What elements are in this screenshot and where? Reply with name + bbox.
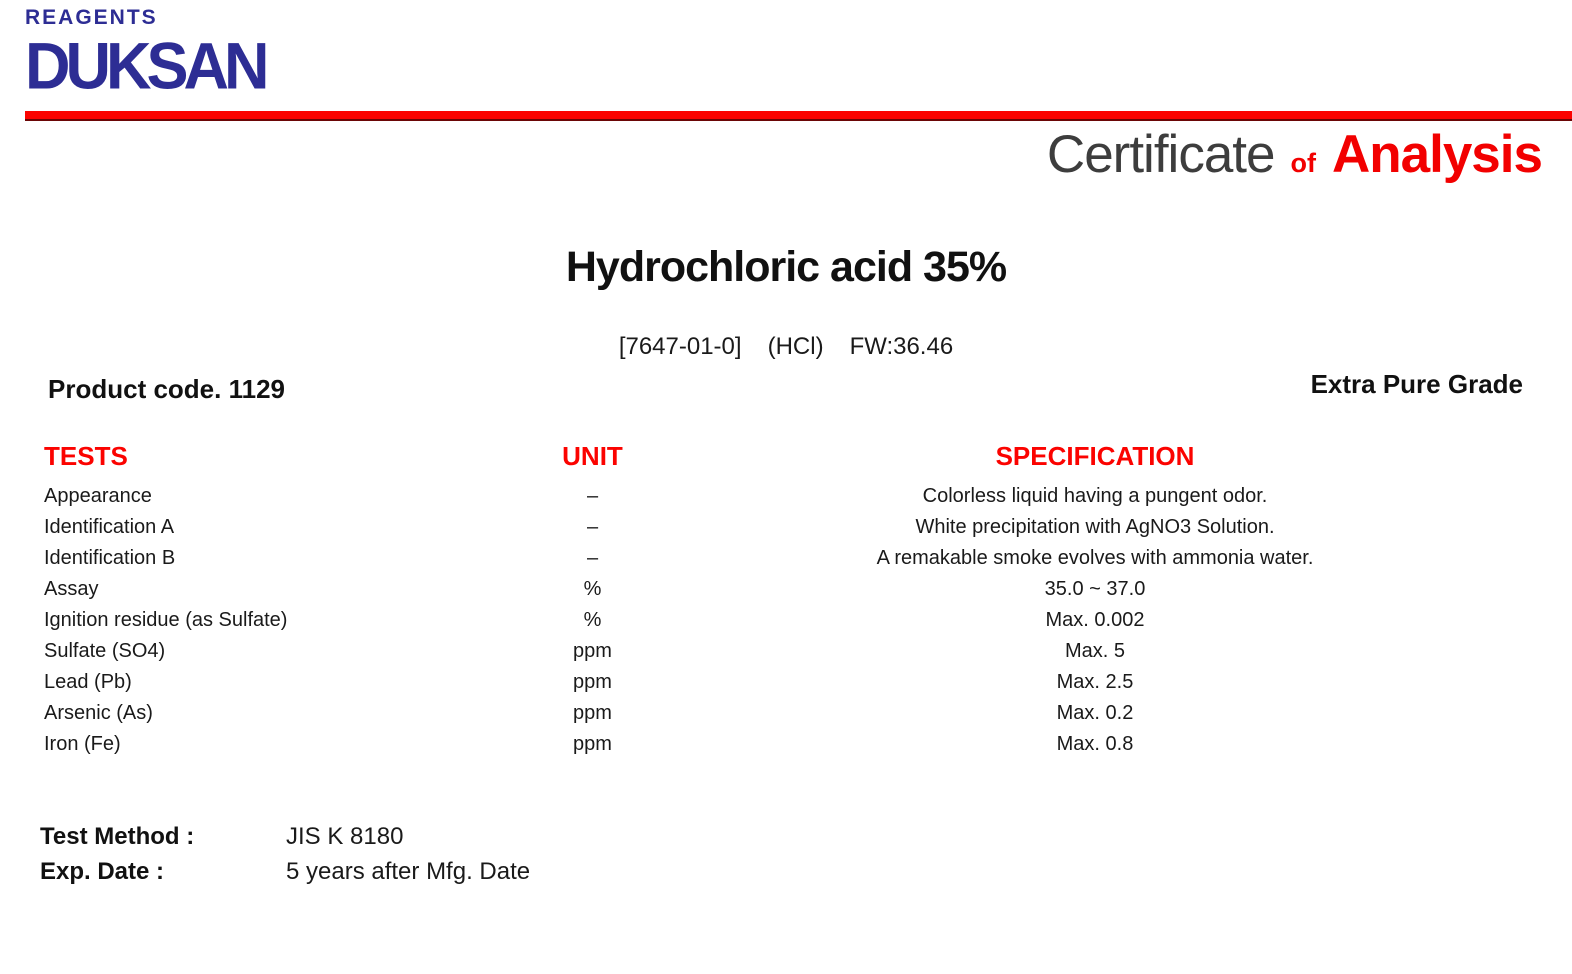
- grade-label: Extra Pure Grade: [1310, 369, 1523, 399]
- product-code: Product code. 1129: [48, 374, 285, 404]
- test-name: Iron (Fe): [44, 733, 121, 755]
- footer-info: [40, 822, 530, 887]
- header-unit: UNIT: [562, 441, 623, 471]
- test-name: Lead (Pb): [44, 671, 132, 693]
- test-name: Assay: [44, 578, 99, 600]
- test-unit: %: [583, 578, 602, 600]
- test-unit: –: [586, 547, 599, 569]
- coa-word-of: of: [1290, 148, 1316, 178]
- test-method-value: JIS K 8180: [286, 823, 404, 850]
- table-row: [44, 698, 1525, 729]
- test-unit: –: [586, 516, 599, 538]
- table-row: [44, 729, 1525, 760]
- test-specification: Max. 0.2: [1056, 702, 1134, 724]
- test-specification: 35.0 ~ 37.0: [1044, 578, 1146, 600]
- header-tests: TESTS: [44, 441, 128, 471]
- test-unit: %: [583, 609, 602, 631]
- masthead-rule: [25, 111, 1572, 121]
- test-unit: ppm: [573, 733, 612, 755]
- test-name: Identification A: [44, 516, 175, 538]
- exp-date-label: Exp. Date :: [40, 858, 165, 885]
- table-row: [44, 667, 1525, 698]
- logo-duksan-text: DUKSAN: [25, 29, 265, 104]
- test-unit: ppm: [573, 702, 612, 724]
- logo-reagents-text: REAGENTS: [25, 6, 158, 29]
- table-row: [44, 481, 1525, 512]
- coa-word-certificate: Certificate: [1046, 125, 1275, 184]
- test-specification: Max. 2.5: [1056, 671, 1134, 693]
- test-method-label: Test Method :: [40, 823, 195, 850]
- cas-number: [7647-01-0]: [618, 333, 742, 360]
- specification-table: [44, 440, 1525, 760]
- exp-date-row: [40, 857, 530, 887]
- test-specification: Max. 0.8: [1056, 733, 1134, 755]
- certificate-of-analysis-heading: [1047, 124, 1542, 185]
- test-specification: A remakable smoke evolves with ammonia water.: [876, 547, 1314, 569]
- product-name-title: Hydrochloric acid 35%: [565, 243, 1007, 291]
- test-name: Ignition residue (as Sulfate): [44, 609, 288, 631]
- table-header-row: [44, 440, 1525, 472]
- coa-word-analysis: Analysis: [1331, 125, 1542, 184]
- table-row: [44, 605, 1525, 636]
- test-specification: Colorless liquid having a pungent odor.: [922, 485, 1268, 507]
- header-specification: SPECIFICATION: [995, 441, 1195, 471]
- test-name: Appearance: [44, 485, 152, 507]
- company-logo: [25, 6, 265, 104]
- table-row: [44, 636, 1525, 667]
- test-unit: ppm: [573, 671, 612, 693]
- exp-date-value: 5 years after Mfg. Date: [286, 858, 531, 885]
- test-specification: Max. 5: [1064, 640, 1126, 662]
- table-row: [44, 543, 1525, 574]
- test-name: Arsenic (As): [44, 702, 153, 724]
- test-unit: ppm: [573, 640, 612, 662]
- test-specification: Max. 0.002: [1045, 609, 1145, 631]
- chemical-formula: (HCl): [767, 333, 824, 360]
- product-identity-line: [0, 333, 1572, 361]
- test-specification: White precipitation with AgNO3 Solution.: [915, 516, 1275, 538]
- test-method-row: [40, 822, 530, 852]
- table-row: [44, 512, 1525, 543]
- table-body: [44, 481, 1525, 760]
- test-name: Sulfate (SO4): [44, 640, 166, 662]
- formula-weight: FW:36.46: [849, 333, 954, 360]
- table-row: [44, 574, 1525, 605]
- test-name: Identification B: [44, 547, 176, 569]
- test-unit: –: [586, 485, 599, 507]
